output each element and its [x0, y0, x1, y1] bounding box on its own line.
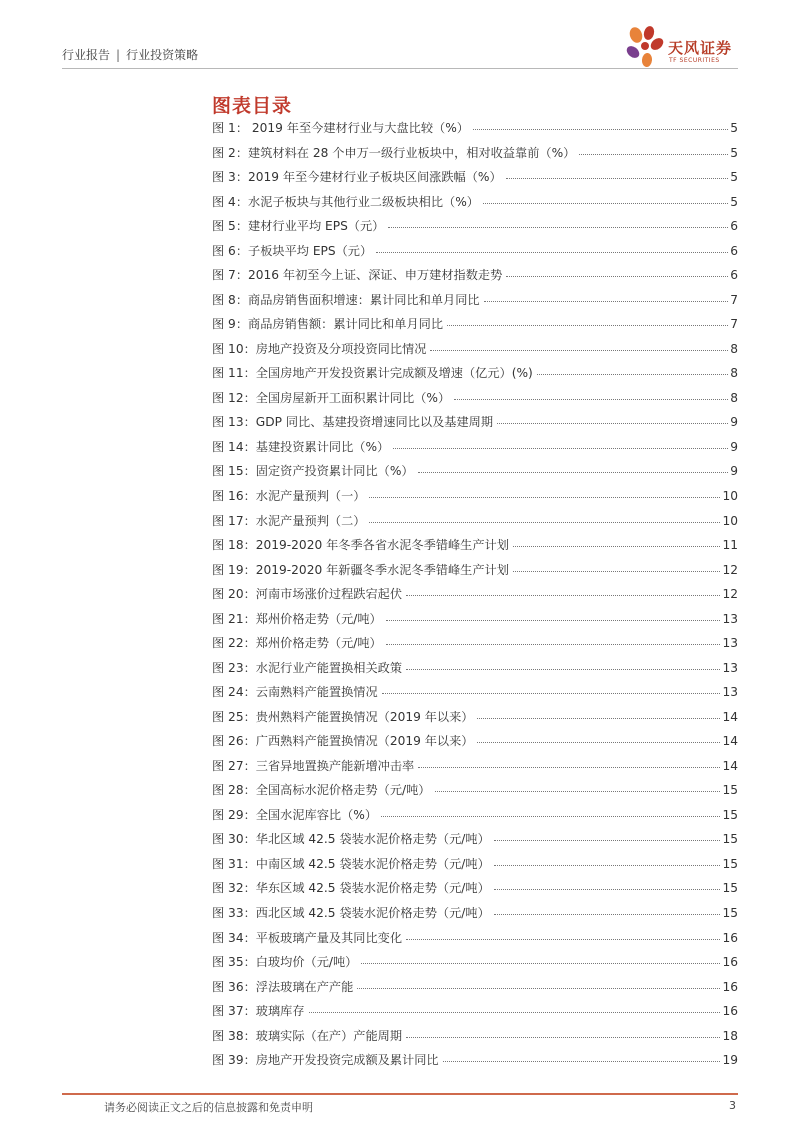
toc-entry-label: 图 11： [212, 366, 256, 381]
toc-entry-title [212, 462, 414, 479]
toc-entry-page: 11 [722, 538, 738, 553]
toc-entry-title [212, 585, 402, 602]
toc-leader-dots [381, 816, 720, 817]
toc-leader-dots [406, 669, 720, 670]
toc-entry-label: 图 32： [212, 881, 256, 896]
toc-entry-text: 云南熟料产能置换情况 [255, 685, 378, 700]
toc-entry-label: 图 24： [212, 685, 256, 700]
toc-entry[interactable] [212, 904, 738, 929]
toc-entry-label: 图 14： [212, 439, 256, 454]
toc-entry[interactable] [212, 659, 738, 684]
toc-entry-page: 9 [730, 464, 738, 479]
toc-entry[interactable] [212, 806, 738, 831]
toc-entry-text: 基建投资累计同比（%） [255, 439, 390, 454]
toc-entry-label: 图 21： [212, 611, 256, 626]
toc-entry-page: 12 [722, 562, 738, 577]
toc-entry-page: 8 [730, 390, 738, 405]
toc-entry-label: 图 18： [212, 538, 256, 553]
page-number: 3 [729, 1099, 736, 1112]
toc-entry-page: 18 [722, 1028, 738, 1043]
toc-entry-page: 7 [730, 317, 738, 332]
toc-leader-dots [494, 914, 721, 915]
report-category: 行业报告 [62, 48, 111, 62]
toc-entry-text: 子板块平均 EPS（元） [248, 243, 373, 258]
toc-entry-label: 图 38： [212, 1028, 256, 1043]
toc-entry-label: 图 13： [212, 415, 256, 430]
toc-entry-title [212, 830, 490, 847]
toc-entry-label: 图 28： [212, 783, 256, 798]
toc-entry-label: 图 31： [212, 856, 256, 871]
toc-entry-title [212, 561, 509, 578]
toc-entry-label: 图 27： [212, 758, 256, 773]
toc-leader-dots [309, 1012, 721, 1013]
toc-entry-text: 全国房屋新开工面积累计同比（%） [255, 390, 451, 405]
toc-leader-dots [443, 1061, 721, 1062]
toc-entry-text: 水泥行业产能置换相关政策 [255, 660, 403, 675]
toc-entry-title [212, 978, 353, 995]
toc-entry-label: 图 29： [212, 807, 256, 822]
footer-divider [62, 1093, 738, 1095]
toc-entry-label: 图 20： [212, 587, 256, 602]
toc-entry-label: 图 12： [212, 390, 256, 405]
toc-entry-page: 16 [722, 955, 738, 970]
toc-entry[interactable] [212, 168, 738, 193]
toc-leader-dots [494, 865, 721, 866]
toc-entry-page: 7 [730, 292, 738, 307]
toc-leader-dots [579, 154, 728, 155]
toc-leader-dots [494, 889, 721, 890]
toc-entry-page: 10 [722, 488, 738, 503]
toc-entry-label: 图 19： [212, 562, 256, 577]
toc-entry-title [212, 1051, 439, 1068]
toc-leader-dots [369, 497, 720, 498]
toc-entry-text: 房地产开发投资完成额及累计同比 [255, 1053, 439, 1068]
toc-entry-page: 13 [722, 660, 738, 675]
toc-entry-page: 6 [730, 219, 738, 234]
toc-leader-dots [473, 129, 728, 130]
toc-entry-title [212, 929, 402, 946]
toc-entry-title [212, 438, 389, 455]
toc-entry-text: 2019 年至今建材行业子板块区间涨跌幅（%） [248, 170, 502, 185]
toc-entry-text: 玻璃实际（在产）产能周期 [255, 1028, 403, 1043]
toc-entry-title [212, 732, 473, 749]
toc-entry-label: 图 15： [212, 464, 256, 479]
toc-entry-text: 2016 年初至今上证、深证、申万建材指数走势 [248, 268, 503, 283]
toc-entry-page: 15 [722, 783, 738, 798]
toc-leader-dots [447, 325, 728, 326]
toc-entry-title [212, 757, 414, 774]
toc-entry-label: 图 3： [212, 170, 249, 185]
toc-entry[interactable] [212, 585, 738, 610]
toc-entry[interactable] [212, 732, 738, 757]
toc-entry[interactable] [212, 757, 738, 782]
toc-entry-title [212, 193, 479, 210]
toc-entry-title [212, 389, 450, 406]
toc-entry-page: 13 [722, 685, 738, 700]
toc-entry[interactable] [212, 315, 738, 340]
toc-entry[interactable] [212, 634, 738, 659]
toc-leader-dots [537, 374, 728, 375]
header-divider [62, 68, 738, 69]
toc-entry-page: 8 [730, 341, 738, 356]
toc-entry-page: 5 [730, 145, 738, 160]
report-header [62, 46, 198, 63]
toc-entry[interactable] [212, 978, 738, 1003]
toc-entry-label: 图 5： [212, 219, 249, 234]
toc-entry[interactable] [212, 1051, 738, 1076]
toc-entry-title [212, 413, 493, 430]
toc-entry-text: 2019-2020 年新疆冬季水泥冬季错峰生产计划 [255, 562, 509, 577]
toc-entry-text: 全国房地产开发投资累计完成额及增速（亿元）(%) [255, 366, 533, 381]
toc-leader-dots [418, 767, 720, 768]
toc-entry-label: 图 35： [212, 955, 256, 970]
toc-entry-text: 浮法玻璃在产产能 [255, 979, 354, 994]
toc-entry-page: 9 [730, 439, 738, 454]
toc-leader-dots [357, 988, 720, 989]
toc-entry[interactable] [212, 879, 738, 904]
toc-entry-page: 16 [722, 930, 738, 945]
toc-entry-title [212, 634, 382, 651]
toc-entry-text: 房地产投资及分项投资同比情况 [255, 341, 427, 356]
toc-leader-dots [406, 595, 720, 596]
toc-entry[interactable] [212, 830, 738, 855]
toc-leader-dots [382, 693, 721, 694]
toc-entry-title [212, 904, 490, 921]
toc-entry-label: 图 37： [212, 1004, 256, 1019]
toc-entry-label: 图 16： [212, 488, 256, 503]
toc-title: 图表目录 [212, 95, 293, 117]
toc-entry-title [212, 1027, 402, 1044]
toc-entry[interactable] [212, 242, 738, 267]
toc-entry[interactable] [212, 413, 738, 438]
toc-entry-text: 广西熟料产能置换情况（2019 年以来） [255, 734, 474, 749]
toc-entry-title [212, 144, 575, 161]
toc-entry-text: 华北区域 42.5 袋装水泥价格走势（元/吨） [255, 832, 490, 847]
toc-entry-page: 6 [730, 243, 738, 258]
toc-entry-page: 13 [722, 636, 738, 651]
toc-leader-dots [406, 939, 720, 940]
toc-leader-dots [506, 178, 729, 179]
toc-entry-page: 13 [722, 611, 738, 626]
toc-entry-label: 图 25： [212, 709, 256, 724]
toc-leader-dots [388, 227, 728, 228]
toc-leader-dots [393, 448, 728, 449]
toc-entry[interactable] [212, 1002, 738, 1027]
toc-entry-title [212, 953, 357, 970]
toc-entry[interactable] [212, 708, 738, 733]
toc-entry-title [212, 879, 490, 896]
toc-entry-text: 水泥产量预判（一） [255, 488, 366, 503]
toc-entry-title [212, 806, 377, 823]
toc-entry-page: 15 [722, 832, 738, 847]
toc-leader-dots [483, 203, 728, 204]
toc-entry-text: 河南市场涨价过程跌宕起伏 [255, 587, 403, 602]
toc-entry[interactable] [212, 683, 738, 708]
logo-subtitle: TF SECURITIES [669, 57, 720, 64]
toc-entry-page: 12 [722, 587, 738, 602]
tf-securities-logo [624, 24, 744, 72]
toc-entry[interactable] [212, 1027, 738, 1052]
toc-entry-text: 平板玻璃产量及其同比变化 [255, 930, 403, 945]
toc-entry-text: 建筑材料在 28 个申万一级行业板块中，相对收益靠前（%） [248, 145, 576, 160]
toc-entry-title [212, 855, 490, 872]
toc-entry-page: 5 [730, 194, 738, 209]
toc-entry-text: 水泥子板块与其他行业二级板块相比（%） [248, 194, 479, 209]
toc-entry[interactable] [212, 144, 738, 169]
toc-entry[interactable] [212, 438, 738, 463]
toc-entry-title [212, 266, 502, 283]
toc-entry[interactable] [212, 389, 738, 414]
toc-leader-dots [494, 840, 721, 841]
toc-leader-dots [513, 571, 721, 572]
toc-leader-dots [435, 791, 721, 792]
toc-entry-title [212, 242, 372, 259]
toc-entry-title [212, 512, 365, 529]
toc-entry-label: 图 26： [212, 734, 256, 749]
toc-entry[interactable] [212, 340, 738, 365]
toc-leader-dots [430, 350, 728, 351]
toc-entry[interactable] [212, 291, 738, 316]
toc-entry-text: 2019 年至今建材行业与大盘比较（%） [248, 121, 469, 135]
toc-entry-text: 商品房销售额：累计同比和单月同比 [248, 317, 444, 332]
toc-entry-text: 郑州价格走势（元/吨） [255, 611, 382, 626]
toc-entry-label: 图 10： [212, 341, 256, 356]
toc-leader-dots [418, 472, 729, 473]
toc-entry-text: 固定资产投资累计同比（%） [255, 464, 414, 479]
toc-entry-label: 图 2： [212, 145, 249, 160]
toc-entry-page: 6 [730, 268, 738, 283]
toc-entry-page: 14 [722, 709, 738, 724]
logo-wordmark: 天风证券 [668, 39, 733, 57]
toc-entry[interactable] [212, 953, 738, 978]
toc-entry-text: 中南区域 42.5 袋装水泥价格走势（元/吨） [255, 856, 490, 871]
toc-entry-text: GDP 同比、基建投资增速同比以及基建周期 [255, 415, 494, 430]
toc-entry-label: 图 39： [212, 1053, 256, 1068]
toc-entry-page: 15 [722, 807, 738, 822]
toc-entry-title [212, 781, 431, 798]
toc-entry-text: 玻璃库存 [255, 1004, 305, 1019]
toc-leader-dots [477, 718, 720, 719]
toc-leader-dots [361, 963, 720, 964]
toc-leader-dots [369, 522, 720, 523]
toc-entry-page: 14 [722, 758, 738, 773]
toc-leader-dots [376, 252, 728, 253]
toc-entry-label: 图 1： [212, 121, 249, 135]
toc-entry-title [212, 315, 443, 332]
toc-entry-text: 三省异地置换产能新增冲击率 [255, 758, 415, 773]
toc-leader-dots [513, 546, 721, 547]
footer-disclaimer: 请务必阅读正文之后的信息披露和免责申明 [104, 1101, 313, 1114]
flower-logo-icon [624, 24, 668, 72]
toc-entry-page: 16 [722, 1004, 738, 1019]
toc-entry-page: 15 [722, 906, 738, 920]
toc-entry-page: 9 [730, 415, 738, 430]
toc-entry-label: 图 17： [212, 513, 256, 528]
toc-leader-dots [386, 644, 721, 645]
toc-entry-label: 图 9： [212, 317, 249, 332]
toc-leader-dots [506, 276, 728, 277]
toc-entry[interactable] [212, 855, 738, 880]
toc-leader-dots [484, 301, 729, 302]
toc-entry-text: 全国水泥库容比（%） [255, 807, 378, 822]
toc-entry[interactable] [212, 561, 738, 586]
header-separator: | [116, 48, 121, 62]
toc-leader-dots [497, 423, 728, 424]
toc-entry-page: 10 [722, 513, 738, 528]
toc-entry-text: 郑州价格走势（元/吨） [255, 636, 382, 651]
toc-entry-page: 5 [730, 170, 738, 185]
toc-entry[interactable] [212, 364, 738, 389]
toc-entry-label: 图 7： [212, 268, 249, 283]
toc-leader-dots [454, 399, 728, 400]
toc-entry-title [212, 217, 384, 234]
toc-entry-page: 16 [722, 979, 738, 994]
toc-entry[interactable] [212, 929, 738, 954]
toc-entry[interactable] [212, 193, 738, 218]
toc-entry-text: 贵州熟料产能置换情况（2019 年以来） [255, 709, 474, 724]
toc-entry-label: 图 4： [212, 194, 249, 209]
toc-entry-page: 14 [722, 734, 738, 749]
toc-entry-text: 水泥产量预判（二） [255, 513, 366, 528]
toc-entry-page: 15 [722, 881, 738, 896]
toc-entry-label: 图 33： [212, 906, 256, 920]
toc-entry-title [212, 291, 480, 308]
toc-entry[interactable] [212, 266, 738, 291]
toc-leader-dots [406, 1037, 720, 1038]
toc-entry-label: 图 34： [212, 930, 256, 945]
toc-entry-page: 5 [730, 121, 738, 135]
toc-entry-label: 图 30： [212, 832, 256, 847]
toc-entry-text: 全国高标水泥价格走势（元/吨） [255, 783, 431, 798]
toc-entry[interactable] [212, 536, 738, 561]
toc-entry-title [212, 659, 402, 676]
toc-leader-dots [386, 620, 721, 621]
toc-entry-label: 图 8： [212, 292, 249, 307]
toc-entry-title [212, 708, 473, 725]
toc-entry-page: 8 [730, 366, 738, 381]
toc-entry[interactable] [212, 462, 738, 487]
toc-entry-text: 建材行业平均 EPS（元） [248, 219, 385, 234]
toc-entry-page: 19 [722, 1053, 738, 1068]
toc-entry-label: 图 23： [212, 660, 256, 675]
toc-entry[interactable] [212, 781, 738, 806]
toc-entry-text: 商品房销售面积增速：累计同比和单月同比 [248, 292, 480, 307]
toc-entry-label: 图 36： [212, 979, 256, 994]
toc-entry-text: 2019-2020 年冬季各省水泥冬季错峰生产计划 [255, 538, 509, 553]
toc-entry-title [212, 536, 509, 553]
toc-entry-title [212, 119, 469, 136]
toc-entry-page: 15 [722, 856, 738, 871]
report-subcategory: 行业投资策略 [126, 48, 199, 62]
toc-entry-title [212, 610, 382, 627]
toc-entry-text: 白玻均价（元/吨） [255, 955, 358, 970]
toc-entry-title [212, 487, 365, 504]
toc-entry[interactable] [212, 512, 738, 537]
toc-entry[interactable] [212, 119, 738, 144]
toc-entry-title [212, 364, 533, 381]
toc-entry-title [212, 1002, 305, 1019]
toc-entry-title [212, 340, 426, 357]
toc-entry-text: 华东区域 42.5 袋装水泥价格走势（元/吨） [255, 881, 490, 896]
toc-entry-title [212, 168, 502, 185]
table-of-figures [212, 119, 738, 1076]
toc-entry-text: 西北区域 42.5 袋装水泥价格走势（元/吨） [255, 906, 490, 920]
toc-entry-title [212, 683, 378, 700]
toc-entry-label: 图 22： [212, 636, 256, 651]
toc-leader-dots [477, 742, 720, 743]
toc-entry[interactable] [212, 217, 738, 242]
toc-entry[interactable] [212, 487, 738, 512]
toc-entry[interactable] [212, 610, 738, 635]
toc-entry-label: 图 6： [212, 243, 249, 258]
